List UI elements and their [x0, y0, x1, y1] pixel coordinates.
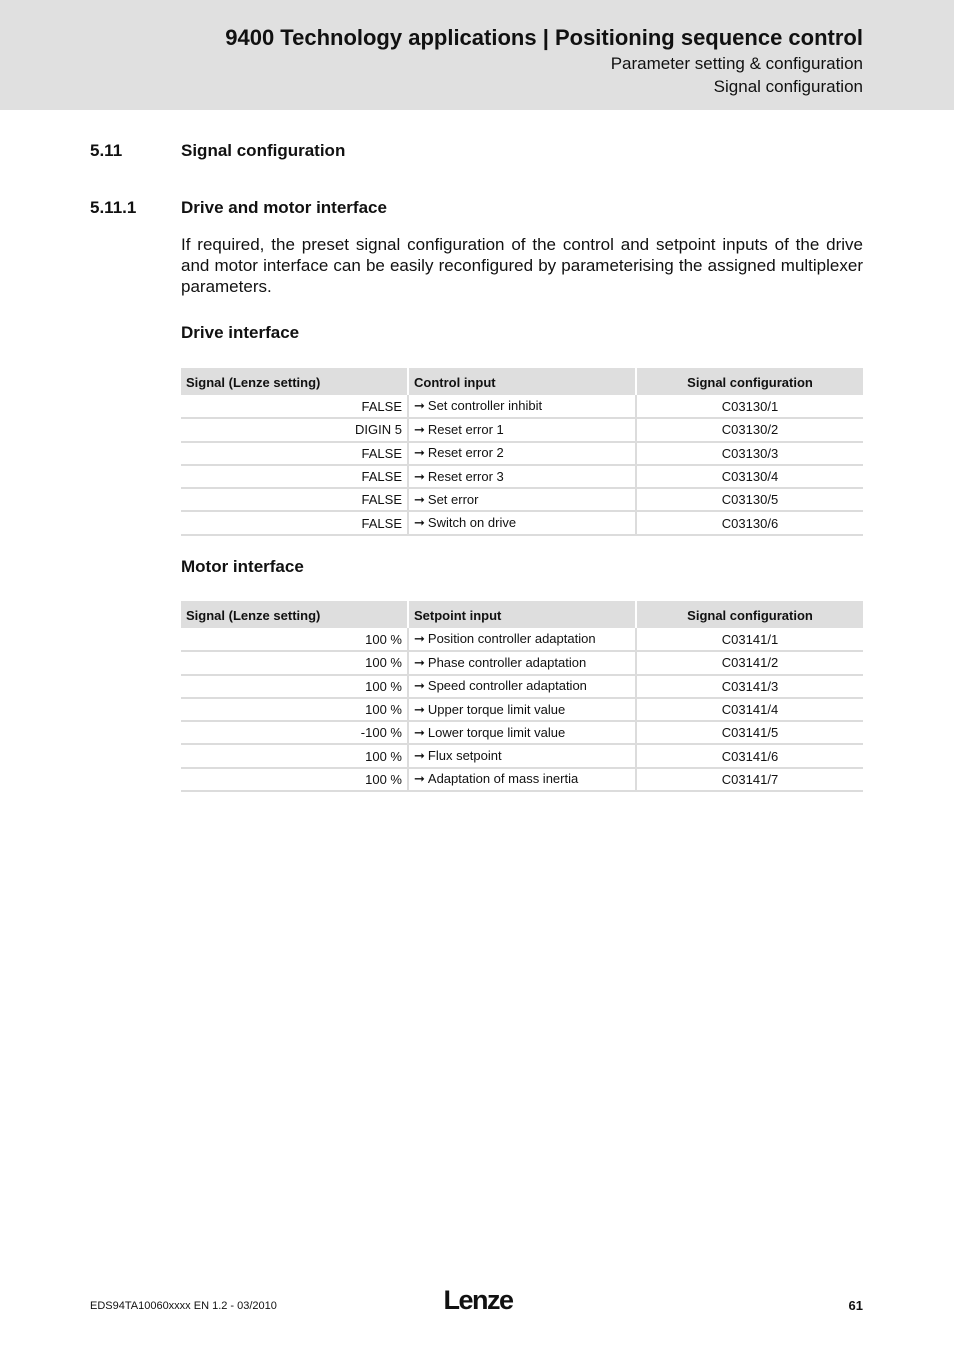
- column-header-signal-configuration: Signal configuration: [636, 601, 863, 628]
- cell-signal-configuration: C03130/2: [636, 418, 863, 441]
- drive-interface-heading: Drive interface: [181, 323, 300, 342]
- lenze-logo: [438, 1285, 518, 1315]
- subsection-number: 5.11.1: [90, 198, 137, 217]
- cell-input: [408, 395, 636, 418]
- table-row: [181, 675, 863, 698]
- cell-signal: 100 %: [181, 744, 408, 767]
- motor-interface-table: [181, 601, 863, 792]
- table-row: [181, 768, 863, 791]
- cell-input: [408, 511, 636, 534]
- header-subtitle-chapter: Parameter setting & configuration: [610, 54, 863, 73]
- table-row: [181, 628, 863, 651]
- cell-input: [408, 768, 636, 791]
- cell-signal-configuration: C03141/4: [636, 698, 863, 721]
- page-title: 9400 Technology applications | Positioning sequence control: [225, 25, 863, 50]
- cell-signal-configuration: C03130/6: [636, 511, 863, 534]
- cell-signal-configuration: C03141/5: [636, 721, 863, 744]
- column-header-signal: Signal (Lenze setting): [181, 368, 408, 395]
- table-row: [181, 465, 863, 488]
- cell-input: [408, 675, 636, 698]
- column-header-signal-configuration: Signal configuration: [636, 368, 863, 395]
- input-label: Upper torque limit value: [427, 701, 566, 717]
- cell-signal: FALSE: [181, 465, 408, 488]
- cell-signal-configuration: C03141/1: [636, 628, 863, 651]
- cell-signal: FALSE: [181, 442, 408, 465]
- table-row: [181, 418, 863, 441]
- arrow-right-icon: ➞: [414, 421, 425, 437]
- motor-interface-heading: Motor interface: [181, 557, 304, 576]
- arrow-right-icon: ➞: [414, 771, 425, 787]
- table-header-row: [181, 368, 863, 395]
- column-header-signal: Signal (Lenze setting): [181, 601, 408, 628]
- table-row: [181, 488, 863, 511]
- cell-input: [408, 465, 636, 488]
- arrow-right-icon: ➞: [414, 724, 425, 740]
- cell-signal-configuration: C03130/4: [636, 465, 863, 488]
- cell-signal-configuration: C03141/2: [636, 651, 863, 674]
- table-row: [181, 651, 863, 674]
- input-label: Adaptation of mass inertia: [427, 771, 579, 787]
- arrow-right-icon: ➞: [414, 631, 425, 647]
- cell-signal-configuration: C03141/3: [636, 675, 863, 698]
- arrow-right-icon: ➞: [414, 654, 425, 670]
- cell-signal: 100 %: [181, 675, 408, 698]
- arrow-right-icon: ➞: [414, 748, 425, 764]
- cell-input: [408, 698, 636, 721]
- input-label: Phase controller adaptation: [427, 654, 587, 670]
- cell-input: [408, 651, 636, 674]
- cell-input: [408, 442, 636, 465]
- cell-signal: 100 %: [181, 698, 408, 721]
- cell-signal: -100 %: [181, 721, 408, 744]
- column-header-control-input: Control input: [408, 368, 636, 395]
- column-header-setpoint-input: Setpoint input: [408, 601, 636, 628]
- cell-signal-configuration: C03141/6: [636, 744, 863, 767]
- input-label: Reset error 2: [427, 445, 504, 461]
- table-row: [181, 511, 863, 534]
- input-label: Reset error 1: [427, 421, 504, 437]
- cell-input: [408, 488, 636, 511]
- cell-signal: 100 %: [181, 651, 408, 674]
- arrow-right-icon: ➞: [414, 515, 425, 531]
- input-label: Flux setpoint: [427, 748, 502, 764]
- table-row: [181, 395, 863, 418]
- arrow-right-icon: ➞: [414, 468, 425, 484]
- cell-signal: DIGIN 5: [181, 418, 408, 441]
- arrow-right-icon: ➞: [414, 678, 425, 694]
- table-row: [181, 442, 863, 465]
- cell-signal: FALSE: [181, 511, 408, 534]
- cell-signal: FALSE: [181, 488, 408, 511]
- arrow-right-icon: ➞: [414, 445, 425, 461]
- cell-input: [408, 721, 636, 744]
- arrow-right-icon: ➞: [414, 491, 425, 507]
- cell-signal: FALSE: [181, 395, 408, 418]
- cell-signal-configuration: C03130/3: [636, 442, 863, 465]
- cell-signal: 100 %: [181, 768, 408, 791]
- arrow-right-icon: ➞: [414, 701, 425, 717]
- input-label: Position controller adaptation: [427, 631, 596, 647]
- footer-document-id: EDS94TA10060xxxx EN 1.2 - 03/2010: [90, 1300, 277, 1312]
- drive-interface-table: [181, 368, 863, 536]
- cell-input: [408, 628, 636, 651]
- input-label: Reset error 3: [427, 468, 504, 484]
- cell-signal-configuration: C03130/5: [636, 488, 863, 511]
- header-subtitle-section: Signal configuration: [713, 77, 863, 96]
- cell-signal: 100 %: [181, 628, 408, 651]
- table-row: [181, 744, 863, 767]
- input-label: Switch on drive: [427, 515, 517, 531]
- section-number: 5.11: [90, 141, 123, 160]
- input-label: Speed controller adaptation: [427, 678, 587, 694]
- table-row: [181, 698, 863, 721]
- page-number: 61: [848, 1298, 863, 1313]
- lenze-logo-text: Lenze: [443, 1285, 513, 1315]
- subsection-title: Drive and motor interface: [181, 198, 387, 217]
- table-header-row: [181, 601, 863, 628]
- table-row: [181, 721, 863, 744]
- cell-input: [408, 744, 636, 767]
- cell-input: [408, 418, 636, 441]
- arrow-right-icon: ➞: [414, 398, 425, 414]
- cell-signal-configuration: C03130/1: [636, 395, 863, 418]
- input-label: Set error: [427, 491, 479, 507]
- input-label: Set controller inhibit: [427, 398, 543, 414]
- intro-paragraph: If required, the preset signal configuration of the control and setpoint inputs of the drive and motor interface can be easily reconfigured by parameterising the assigned multiplexer parameters.: [181, 235, 863, 296]
- input-label: Lower torque limit value: [427, 724, 566, 740]
- page-header: [0, 0, 954, 110]
- cell-signal-configuration: C03141/7: [636, 768, 863, 791]
- section-title: Signal configuration: [181, 141, 346, 160]
